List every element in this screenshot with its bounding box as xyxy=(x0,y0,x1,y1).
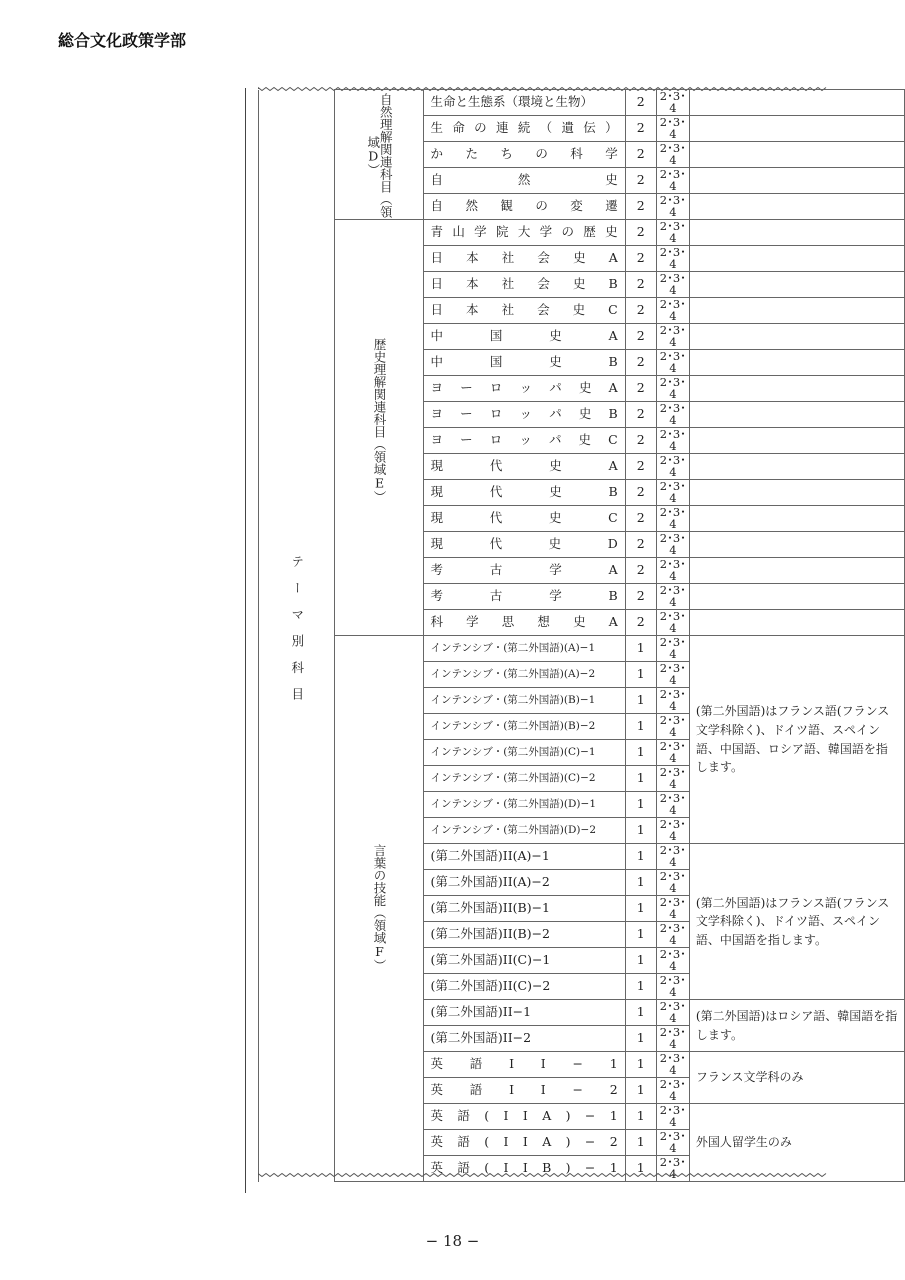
course-units: 2 xyxy=(625,272,656,298)
course-units: 1 xyxy=(625,948,656,974)
course-name: 自 然 史 xyxy=(430,172,618,188)
course-units: 1 xyxy=(625,974,656,1000)
course-years: 2･3･4 xyxy=(656,948,689,974)
course-name-cell xyxy=(423,974,625,1000)
course-name-cell xyxy=(423,636,625,662)
course-years: 2･3･4 xyxy=(656,896,689,922)
course-note-empty xyxy=(689,194,904,220)
course-units: 1 xyxy=(625,740,656,766)
course-note: (第二外国語)はフランス語(フランス文学科除く)、ドイツ語、スペイン語、中国語、ロシア語、韓国語を指します。 xyxy=(689,636,904,844)
course-name-cell xyxy=(423,714,625,740)
course-note-empty xyxy=(689,90,904,116)
course-units: 2 xyxy=(625,350,656,376)
course-units: 1 xyxy=(625,714,656,740)
course-note-empty xyxy=(689,168,904,194)
group-label-cell xyxy=(335,90,424,220)
course-table xyxy=(258,89,905,1182)
group-label: 歴史理解関連科目（領域E） xyxy=(372,338,387,503)
course-years: 2･3･4 xyxy=(656,376,689,402)
course-name-cell xyxy=(423,1104,625,1130)
course-note-empty xyxy=(689,610,904,636)
course-years: 2･3･4 xyxy=(656,1104,689,1130)
course-name-cell xyxy=(423,792,625,818)
course-units: 1 xyxy=(625,636,656,662)
course-years: 2･3･4 xyxy=(656,220,689,246)
course-name: インテンシブ・(第二外国語)(A)−2 xyxy=(430,668,596,681)
group-label: 言葉の技能（領域F） xyxy=(372,844,387,972)
course-years: 2･3･4 xyxy=(656,324,689,350)
course-years: 2･3･4 xyxy=(656,740,689,766)
course-units: 1 xyxy=(625,870,656,896)
course-name: 考 古 学 A xyxy=(430,562,618,578)
course-years: 2･3･4 xyxy=(656,1026,689,1052)
course-name-cell xyxy=(423,428,625,454)
course-name-cell xyxy=(423,90,625,116)
course-years: 2･3･4 xyxy=(656,688,689,714)
course-name: ヨ ー ロ ッ パ 史 C xyxy=(430,432,618,448)
course-units: 2 xyxy=(625,220,656,246)
course-name-cell xyxy=(423,610,625,636)
course-units: 2 xyxy=(625,194,656,220)
course-name-cell xyxy=(423,402,625,428)
course-name-cell xyxy=(423,376,625,402)
course-name-cell xyxy=(423,1026,625,1052)
course-years: 2･3･4 xyxy=(656,506,689,532)
course-units: 2 xyxy=(625,298,656,324)
course-name-cell xyxy=(423,220,625,246)
course-name-cell xyxy=(423,948,625,974)
course-years: 2･3･4 xyxy=(656,428,689,454)
course-years: 2･3･4 xyxy=(656,116,689,142)
course-units: 2 xyxy=(625,324,656,350)
course-name-cell xyxy=(423,870,625,896)
course-note-empty xyxy=(689,428,904,454)
course-years: 2･3･4 xyxy=(656,350,689,376)
course-years: 2･3･4 xyxy=(656,246,689,272)
course-name: (第二外国語)II(A)−1 xyxy=(430,848,550,864)
group-label-cell xyxy=(335,636,424,1182)
course-name: 英 語 I I − 2 xyxy=(430,1082,618,1098)
course-name: (第二外国語)II(B)−2 xyxy=(430,926,550,942)
group-label: 自然理解関連科目（領域D） xyxy=(365,93,394,218)
course-note: フランス文学科のみ xyxy=(689,1052,904,1104)
course-name: (第二外国語)II−1 xyxy=(430,1004,532,1020)
course-name: (第二外国語)II−2 xyxy=(430,1030,532,1046)
course-note: (第二外国語)はフランス語(フランス文学科除く)、ドイツ語、スペイン語、中国語を指します。 xyxy=(689,844,904,1000)
course-name: 中 国 史 A xyxy=(430,328,618,344)
course-years: 2･3･4 xyxy=(656,662,689,688)
course-units: 2 xyxy=(625,532,656,558)
course-years: 2･3･4 xyxy=(656,1156,689,1182)
course-years: 2･3･4 xyxy=(656,844,689,870)
course-note-empty xyxy=(689,532,904,558)
course-years: 2･3･4 xyxy=(656,818,689,844)
course-units: 1 xyxy=(625,1026,656,1052)
course-name-cell xyxy=(423,844,625,870)
course-name: (第二外国語)II(C)−1 xyxy=(430,952,551,968)
course-note-empty xyxy=(689,220,904,246)
course-name: 現 代 史 B xyxy=(430,484,618,500)
course-note-empty xyxy=(689,272,904,298)
course-name-cell xyxy=(423,662,625,688)
theme-label: テーマ別科目 xyxy=(289,554,305,714)
course-units: 2 xyxy=(625,168,656,194)
course-units: 1 xyxy=(625,922,656,948)
course-units: 2 xyxy=(625,454,656,480)
course-note-empty xyxy=(689,558,904,584)
course-units: 2 xyxy=(625,506,656,532)
course-units: 1 xyxy=(625,844,656,870)
course-units: 2 xyxy=(625,90,656,116)
course-years: 2･3･4 xyxy=(656,714,689,740)
course-name-cell xyxy=(423,298,625,324)
course-name: 英 語 I I − 1 xyxy=(430,1056,618,1072)
course-name-cell xyxy=(423,246,625,272)
course-years: 2･3･4 xyxy=(656,1000,689,1026)
course-name: 青 山 学 院 大 学 の 歴 史 xyxy=(430,224,618,240)
course-note-empty xyxy=(689,350,904,376)
course-units: 1 xyxy=(625,1078,656,1104)
course-name-cell xyxy=(423,532,625,558)
course-units: 1 xyxy=(625,1000,656,1026)
course-years: 2･3･4 xyxy=(656,298,689,324)
course-name: インテンシブ・(第二外国語)(D)−1 xyxy=(430,798,596,811)
course-name-cell xyxy=(423,558,625,584)
course-name: 生命と生態系（環境と生物） xyxy=(430,94,594,110)
course-name-cell xyxy=(423,1078,625,1104)
course-name: インテンシブ・(第二外国語)(B)−2 xyxy=(430,720,596,733)
course-years: 2･3･4 xyxy=(656,974,689,1000)
course-years: 2･3･4 xyxy=(656,168,689,194)
course-note: (第二外国語)はロシア語、韓国語を指します。 xyxy=(689,1000,904,1052)
course-years: 2･3･4 xyxy=(656,1130,689,1156)
course-note-empty xyxy=(689,376,904,402)
course-years: 2･3･4 xyxy=(656,558,689,584)
course-units: 2 xyxy=(625,376,656,402)
course-name-cell xyxy=(423,168,625,194)
course-name: 日 本 社 会 史 C xyxy=(430,302,618,318)
course-years: 2･3･4 xyxy=(656,792,689,818)
course-name: 中 国 史 B xyxy=(430,354,618,370)
course-name-cell xyxy=(423,818,625,844)
course-name-cell xyxy=(423,272,625,298)
course-name-cell xyxy=(423,1000,625,1026)
course-years: 2･3･4 xyxy=(656,402,689,428)
course-units: 1 xyxy=(625,896,656,922)
course-name-cell xyxy=(423,194,625,220)
course-name-cell xyxy=(423,324,625,350)
course-units: 1 xyxy=(625,1104,656,1130)
course-units: 2 xyxy=(625,116,656,142)
course-years: 2･3･4 xyxy=(656,272,689,298)
course-name-cell xyxy=(423,922,625,948)
course-row xyxy=(259,636,905,662)
course-units: 2 xyxy=(625,480,656,506)
course-name-cell xyxy=(423,740,625,766)
course-name: 考 古 学 B xyxy=(430,588,618,604)
course-name-cell xyxy=(423,688,625,714)
margin-line xyxy=(245,88,246,1193)
course-name: 生 命 の 連 続 （ 遺 伝 ） xyxy=(430,120,618,136)
course-name: 日 本 社 会 史 A xyxy=(430,250,618,266)
course-units: 1 xyxy=(625,818,656,844)
course-name-cell xyxy=(423,116,625,142)
course-name: ヨ ー ロ ッ パ 史 A xyxy=(430,380,618,396)
course-note: 外国人留学生のみ xyxy=(689,1104,904,1182)
course-name: 科 学 思 想 史 A xyxy=(430,614,618,630)
course-note-empty xyxy=(689,298,904,324)
course-years: 2･3･4 xyxy=(656,532,689,558)
course-name-cell xyxy=(423,350,625,376)
course-units: 1 xyxy=(625,1052,656,1078)
course-units: 2 xyxy=(625,558,656,584)
course-name-cell xyxy=(423,480,625,506)
course-units: 2 xyxy=(625,584,656,610)
course-years: 2･3･4 xyxy=(656,1052,689,1078)
course-years: 2･3･4 xyxy=(656,194,689,220)
course-row xyxy=(259,90,905,116)
course-name: 英 語 ( I I A ) − 1 xyxy=(430,1108,618,1124)
course-note-empty xyxy=(689,506,904,532)
theme-label-cell xyxy=(259,90,335,1182)
course-name: 英 語 ( I I B ) − 1 xyxy=(430,1160,618,1176)
course-note-empty xyxy=(689,142,904,168)
course-units: 2 xyxy=(625,246,656,272)
table-bottom-wave xyxy=(258,1172,827,1178)
course-years: 2･3･4 xyxy=(656,610,689,636)
course-units: 1 xyxy=(625,1130,656,1156)
course-name: 現 代 史 A xyxy=(430,458,618,474)
course-units: 2 xyxy=(625,610,656,636)
course-units: 2 xyxy=(625,142,656,168)
course-name-cell xyxy=(423,142,625,168)
course-name: 現 代 史 C xyxy=(430,510,618,526)
course-name: 日 本 社 会 史 B xyxy=(430,276,618,292)
course-years: 2･3･4 xyxy=(656,766,689,792)
course-years: 2･3･4 xyxy=(656,584,689,610)
course-units: 1 xyxy=(625,1156,656,1182)
course-name: インテンシブ・(第二外国語)(C)−1 xyxy=(430,746,596,759)
course-note-empty xyxy=(689,454,904,480)
course-units: 1 xyxy=(625,662,656,688)
course-units: 1 xyxy=(625,792,656,818)
course-name: 自 然 観 の 変 遷 xyxy=(430,198,618,214)
course-name: 英 語 ( I I A ) − 2 xyxy=(430,1134,618,1150)
course-name-cell xyxy=(423,506,625,532)
course-years: 2･3･4 xyxy=(656,90,689,116)
course-note-empty xyxy=(689,116,904,142)
course-name: インテンシブ・(第二外国語)(B)−1 xyxy=(430,694,596,707)
course-years: 2･3･4 xyxy=(656,636,689,662)
course-years: 2･3･4 xyxy=(656,1078,689,1104)
course-name: (第二外国語)II(B)−1 xyxy=(430,900,550,916)
course-name: インテンシブ・(第二外国語)(C)−2 xyxy=(430,772,596,785)
course-name-cell xyxy=(423,1130,625,1156)
course-units: 1 xyxy=(625,688,656,714)
course-name: 現 代 史 D xyxy=(430,536,618,552)
course-units: 2 xyxy=(625,428,656,454)
course-years: 2･3･4 xyxy=(656,480,689,506)
course-units: 2 xyxy=(625,402,656,428)
course-years: 2･3･4 xyxy=(656,870,689,896)
course-name: ヨ ー ロ ッ パ 史 B xyxy=(430,406,618,422)
course-name-cell xyxy=(423,766,625,792)
course-row xyxy=(259,220,905,246)
course-note-empty xyxy=(689,324,904,350)
course-name: か た ち の 科 学 xyxy=(430,146,618,162)
page-header: 総合文化政策学部 xyxy=(58,31,187,50)
course-name: インテンシブ・(第二外国語)(D)−2 xyxy=(430,824,596,837)
course-years: 2･3･4 xyxy=(656,922,689,948)
course-name-cell xyxy=(423,896,625,922)
course-years: 2･3･4 xyxy=(656,454,689,480)
page-number: − 18 − xyxy=(425,1232,480,1250)
course-years: 2･3･4 xyxy=(656,142,689,168)
course-note-empty xyxy=(689,584,904,610)
course-note-empty xyxy=(689,402,904,428)
course-name: (第二外国語)II(A)−2 xyxy=(430,874,550,890)
course-name-cell xyxy=(423,584,625,610)
course-name: (第二外国語)II(C)−2 xyxy=(430,978,551,994)
course-note-empty xyxy=(689,246,904,272)
course-units: 1 xyxy=(625,766,656,792)
course-name: インテンシブ・(第二外国語)(A)−1 xyxy=(430,642,596,655)
course-name-cell xyxy=(423,454,625,480)
course-note-empty xyxy=(689,480,904,506)
course-name-cell xyxy=(423,1052,625,1078)
group-label-cell xyxy=(335,220,424,636)
